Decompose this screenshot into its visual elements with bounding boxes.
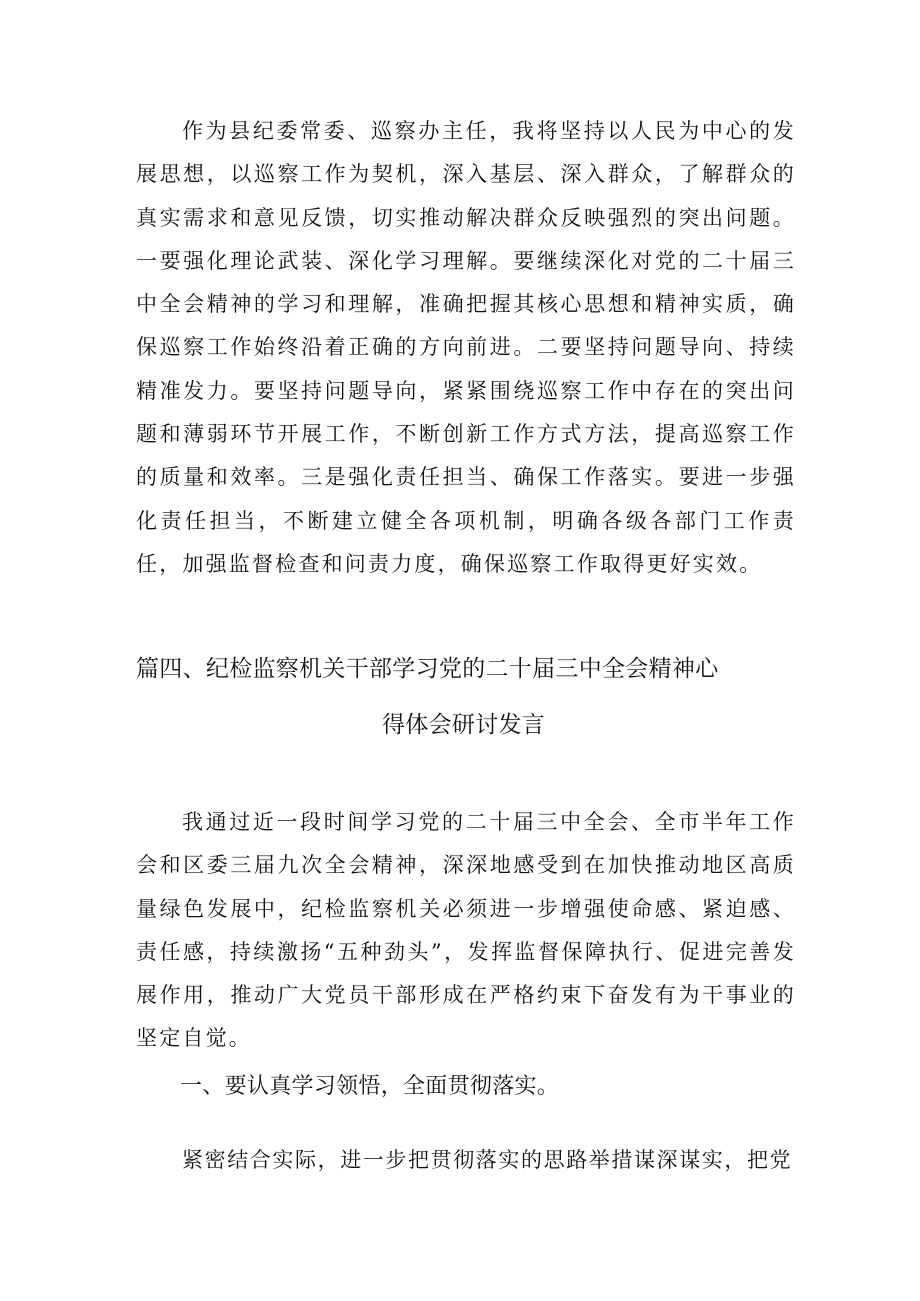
subheading-1: 一、要认真学习领悟，全面贯彻落实。: [180, 1074, 560, 1099]
body-paragraph-1: 作为县纪委常委、巡察办主任，我将坚持以人民为中心的发展思想，以巡察工作为契机，深入基层、深入群众，了解群众的真实需求和意见反馈，切实推动解决群众反映强烈的突出问题。一要强化理论武装、深化学习理解。要继续深化对党的二十届三中全会精神的学习和理解，准确把握其核心思想和精神实质，确保巡察工作始终沿着正确的方向前进。二要坚持问题导向、持续精准发力。要坚持问题导向，紧紧围绕巡察工作中存在的突出问题和薄弱环节开展工作，不断创新工作方式方法，提高巡察工作的质量和效率。三是强化责任担当、确保工作落实。要进一步强化责任担当，不断建立健全各项机制，明确各级各部门工作责任，加强监督检查和问责力度，确保巡察工作取得更好实效。: [136, 119, 796, 576]
section-title-line-1: 篇四、纪检监察机关干部学习党的二十届三中全会精神心: [136, 656, 719, 682]
body-paragraph-2: 我通过近一段时间学习党的二十届三中全会、全市半年工作会和区委三届九次全会精神，深深地感受到在加快推动地区高质量绿色发展中，纪检监察机关必须进一步增强使命感、紧迫感、责任感，持续激扬“五种劲头”，发挥监督保障执行、促进完善发展作用，推动广大党员干部形成在严格约束下奋发有为干事业的坚定自觉。: [136, 810, 796, 1051]
body-paragraph-3: 紧密结合实际，进一步把贯彻落实的思路举措谋深谋实，把党: [182, 1148, 793, 1172]
section-title-line-2: 得体会研讨发言: [382, 712, 546, 738]
